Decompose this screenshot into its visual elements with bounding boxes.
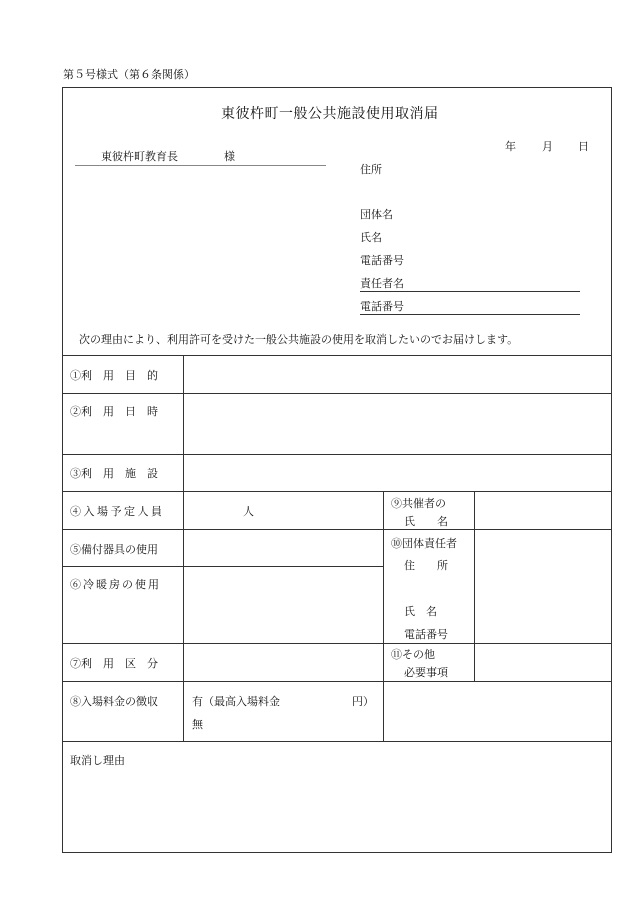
- row-line: [62, 454, 612, 455]
- table-top-line: [62, 355, 612, 356]
- row-label-facility: ③利 用 施 設: [70, 467, 158, 480]
- date-month: 月: [542, 140, 553, 153]
- attendance-unit: 人: [243, 505, 254, 518]
- other-label-1: ⑪その他: [391, 648, 435, 661]
- applicant-name-label: 氏名: [360, 231, 382, 244]
- right-value-line: [474, 491, 475, 681]
- organizer-label-2: 氏 名: [404, 515, 448, 528]
- fee-yes-option: 有（最高入場料金: [192, 695, 280, 708]
- form-title: 東彼杵町一般公共施設使用取消届: [221, 106, 439, 122]
- row-line: [62, 681, 612, 682]
- row-line: [62, 393, 612, 394]
- group-resp-label: ⑩団体責任者: [391, 537, 457, 550]
- group-resp-phone-label: 電話番号: [404, 628, 448, 641]
- row-label-purpose: ①利 用 目 的: [70, 369, 158, 382]
- row-line: [62, 741, 612, 742]
- applicant-address-label: 住所: [360, 163, 382, 176]
- other-label-2: 必要事項: [404, 666, 448, 679]
- date-year: 年: [505, 140, 516, 153]
- responsible-phone-label: 電話番号: [360, 300, 404, 313]
- applicant-group-label: 団体名: [360, 208, 393, 221]
- row-label-attendance: ④入場予定人員: [70, 505, 165, 518]
- row-label-equipment: ⑤備付器具の使用: [70, 543, 158, 556]
- date-day: 日: [578, 140, 589, 153]
- group-resp-name-label: 氏 名: [404, 605, 437, 618]
- row-label-datetime: ②利 用 日 時: [70, 405, 158, 418]
- responsible-name-underline: [360, 291, 580, 292]
- addressee-underline: [75, 165, 326, 166]
- fee-yen-unit: 円）: [352, 695, 374, 708]
- row-line: [62, 643, 612, 644]
- label-column-line: [183, 355, 184, 741]
- statement: 次の理由により、利用許可を受けた一般公共施設の使用を取消したいのでお届けします。: [79, 333, 519, 346]
- fee-no-option: 無: [192, 718, 203, 731]
- applicant-phone-label: 電話番号: [360, 254, 404, 267]
- group-resp-address-label: 住 所: [404, 559, 448, 572]
- responsible-phone-underline: [360, 314, 580, 315]
- right-split-line: [383, 491, 384, 741]
- cancel-reason-label: 取消し理由: [70, 754, 125, 767]
- responsible-name-label: 責任者名: [360, 277, 404, 290]
- addressee-honorific: 様: [224, 150, 235, 163]
- row-line: [62, 491, 612, 492]
- row-label-fee: ⑧入場料金の徴収: [70, 695, 158, 708]
- row-label-category: ⑦利 用 区 分: [70, 657, 158, 670]
- row-label-aircon: ⑥冷暖房の使用: [70, 578, 161, 591]
- row-line: [62, 529, 612, 530]
- form-number: 第５号様式（第６条関係）: [63, 68, 195, 81]
- addressee-name: 東彼杵町教育長: [101, 150, 178, 163]
- row-line: [62, 566, 383, 567]
- organizer-label-1: ⑨共催者の: [391, 497, 446, 510]
